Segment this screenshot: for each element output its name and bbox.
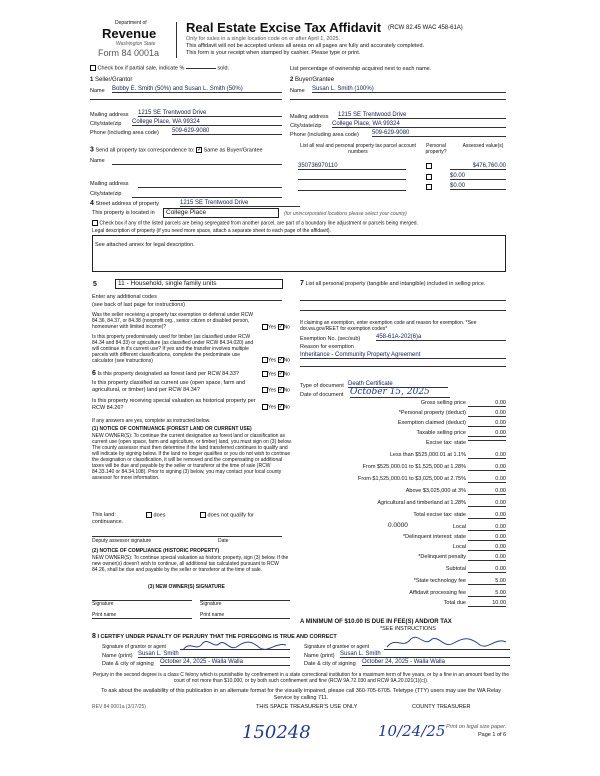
new-owner-print-2[interactable] (200, 618, 290, 619)
answers-intro: If any answers are yes, complete as instructed below. (92, 418, 211, 424)
located-note: (for unincorporated locations please select your county) (284, 211, 407, 217)
calc-label: *Personal property (deduct) (398, 410, 466, 416)
seller-city-label: City/state/zip (90, 121, 122, 127)
print-name-label-1: Print name (92, 612, 117, 618)
notice3-title: (3) NEW OWNER(S) SIGNATURE (148, 584, 225, 590)
calc-value[interactable]: 5.00 (468, 590, 506, 597)
street-address-field[interactable]: 1215 SE Trentwood Drive (180, 200, 300, 207)
calc-value[interactable]: 0.00 (468, 420, 506, 427)
seller-city-field[interactable]: College Place, WA 99324 (132, 119, 282, 126)
calc-label: *State technology fee (413, 578, 466, 584)
parcels-col2: Personal property? (425, 143, 447, 155)
section3-row: 3 Send all property tax correspondence to: ✓ Same as Buyer/Grantee (90, 147, 263, 154)
same-as-buyer-label: Same as Buyer/Grantee (203, 147, 263, 154)
grantor-date-field[interactable]: October 24, 2025 - Walla Walla (160, 659, 290, 666)
partial-sale-pct-field[interactable] (186, 68, 216, 69)
parcel-number-3[interactable] (298, 190, 406, 191)
header-note1: Only for sales in a single location code on or after April 1, 2025. (186, 36, 341, 42)
signature-label-2: Signature (200, 601, 222, 607)
seller-name-field[interactable]: Bobby E. Smith (50%) and Susan L. Smith (50%) (112, 86, 282, 93)
calc-label: Agricultural and timberland at 1.28% (377, 500, 466, 506)
calc-value[interactable]: 0.00 (468, 534, 506, 541)
calc-value[interactable]: 0.00 (468, 524, 506, 531)
forest-yes-no: Yes ✓ No (262, 371, 290, 377)
dept-line1: Department of (115, 20, 147, 26)
legal-label: Legal description of property (if you need more space, attach a separate sheet to each page of the affidavit). (92, 228, 331, 234)
calc-label: Excise tax: state (425, 440, 466, 446)
grantee-date-label: Date & city of signing (304, 661, 356, 667)
header-note2: This affidavit will not be accepted unless all areas on all pages are fully and accurately completed. (186, 43, 425, 49)
calc-value[interactable]: 0.00 (468, 452, 506, 459)
historic-question: Is this property receiving special valuation as historical property per RCW 84.26? (92, 398, 256, 411)
buyer-heading: 2 Buyer/Grantee (290, 77, 335, 83)
does-qualify-checkbox[interactable] (146, 512, 152, 518)
reason-field[interactable]: Inheritance - Community Property Agreement (300, 352, 506, 359)
calc-value[interactable]: 0.00 (468, 566, 506, 573)
segregate-row: Check box if any of the listed parcels are being segregated from another parcel, are part of a boundary line adjustment or parcels being merged. (92, 220, 418, 226)
does-not-row: does not qualify for (200, 512, 254, 519)
section3-city-field[interactable] (132, 197, 282, 198)
perjury-statement: Perjury in the second degree is a class C felony which is punishable by confinement in a state correctional institution for a maximum term of five years, or by a fine in an amount fixed by the court of not more than $10,000, or by both such confinement and fine (RCW 9A.72.030 and RCW 9A.20.021(1)(c)). (92, 672, 510, 684)
calc-label: Affidavit processing fee (409, 590, 466, 596)
section5-number: 5 (93, 281, 97, 288)
buyer-phone-label: Phone (including area code) (290, 132, 359, 138)
print-name-label-2: Print name (200, 612, 225, 618)
calc-label: Above $3,025,000 at 3% (405, 488, 466, 494)
grantee-sig-label: Signature of grantee or agent (304, 644, 370, 650)
grantor-sig-label: Signature of grantor or agent (102, 644, 166, 650)
notice1-title: (1) NOTICE OF CONTINUANCE (FOREST LAND OR CURRENT USE) (92, 426, 252, 432)
exemption-no-field[interactable]: 458-61A-202(6)a (376, 334, 506, 341)
county-treasurer-label: COUNTY TREASURER (412, 704, 471, 710)
calc-value[interactable] (468, 440, 506, 441)
exemption-no-label: Exemption No. (sec/sub) (300, 336, 361, 342)
this-land-label: This land: (92, 512, 116, 518)
seller-addr-label: Mailing address (90, 112, 129, 118)
calc-value[interactable]: 0.00 (468, 544, 506, 551)
personal-property-text: 7 List all personal property (tangible and intangible) included in selling price. (300, 280, 486, 287)
does-row: does (146, 512, 165, 519)
calc-value[interactable]: 0.00 (468, 430, 506, 437)
calc-label: *Delinquent penalty (418, 554, 466, 560)
doc-date-field[interactable]: October 15, 2025 (350, 387, 450, 398)
timber-yes-no: Yes ✓ No (262, 357, 290, 363)
calc-value[interactable]: 0.00 (468, 464, 506, 471)
page-number: Page 1 of 6 (478, 732, 507, 738)
calc-label: From $1,525,000.01 to $3,025,000 at 2.75% (358, 476, 466, 482)
grantee-signature-scribble (384, 634, 510, 652)
additional-codes-note: (see back of last page for instructions) (92, 302, 185, 308)
form-rcw: (RCW 82.45 WAC 458-61A) (388, 25, 463, 31)
handwritten-date: 10/24/25 (378, 722, 446, 740)
section3-city-label: City/state/zip (90, 191, 122, 197)
segregate-checkbox[interactable] (92, 220, 98, 226)
calc-value[interactable]: 0.00 (468, 400, 506, 407)
partial-sale-checkbox[interactable] (90, 65, 96, 71)
same-as-buyer-checkbox[interactable] (196, 147, 202, 153)
calc-value[interactable]: 5.00 (468, 578, 506, 585)
calc-label: Local (452, 544, 466, 550)
calc-value[interactable]: 0.00 (468, 512, 506, 519)
see-instructions: *SEE INSTRUCTIONS (380, 626, 436, 632)
legal-paper-note: Print on legal size paper. (446, 724, 507, 730)
current-use-question: Is this property classified as current use (open space, farm and agricultural, or timber) land per RCW 84.34? (92, 380, 246, 393)
calc-label: Total due (443, 600, 466, 606)
reason-line2[interactable] (300, 366, 506, 367)
partial-sale-label: Check box if partial sale, indicate % (97, 65, 185, 72)
additional-codes-label: Enter any additional codes (92, 294, 157, 300)
section3-name-label: Name (90, 158, 105, 164)
new-owner-print-1[interactable] (92, 618, 192, 619)
buyer-name-line2 (290, 99, 506, 100)
buyer-addr-field[interactable]: 1215 SE Trentwood Drive (338, 112, 506, 119)
doc-date-label: Date of document (300, 392, 344, 398)
deputy-signature-line[interactable] (92, 536, 282, 537)
grantee-name-field[interactable]: Susan L. Smith (340, 651, 510, 658)
form-title: Real Estate Excise Tax Affidavit (186, 20, 382, 35)
personal-property-checkbox-3[interactable] (426, 184, 432, 190)
personal-property-line2[interactable] (300, 310, 506, 311)
exemption-question: Was the seller receiving a property tax exemption or deferral under RCW 84.36, 84.37, or 84.38 (nonprofit org., senior citizen or disabled person, homeowner with limited income)? (92, 312, 253, 330)
calc-label: *Delinquent interest: state (403, 534, 466, 540)
handwritten-number: 150248 (242, 722, 311, 743)
calc-label: From $525,000.01 to $1,525,000 at 1.28% (362, 464, 466, 470)
grantor-name-label: Name (print) (102, 653, 133, 659)
personal-property-checkbox-1[interactable] (426, 163, 432, 169)
header-divider (176, 22, 177, 58)
section3-addr-field[interactable] (138, 187, 282, 188)
legal-description-field[interactable]: See attached annex for legal description. (92, 235, 506, 272)
calc-label: Gross selling price (420, 400, 466, 406)
personal-property-checkbox-2[interactable] (426, 174, 432, 180)
calc-label: Total excise tax: state (413, 512, 466, 518)
calc-value[interactable]: 0.00 (468, 488, 506, 495)
calc-label: Local (452, 524, 466, 530)
calc-label: Taxable selling price (416, 430, 466, 436)
grantor-date-label: Date & city of signing (102, 661, 154, 667)
calc-value[interactable]: 10.00 (468, 600, 506, 607)
seller-name-label: Name (90, 88, 105, 94)
minimum-fee-note: A MINIMUM OF $10.00 IS DUE IN FEE(S) AND/OR TAX (300, 619, 452, 625)
treasurer-use-label: THIS SPACE TREASURER'S USE ONLY (256, 704, 358, 710)
partial-sale-row (90, 65, 229, 72)
certify-text: 8 I CERTIFY UNDER PENALTY OF PERJURY THAT THE FOREGOING IS TRUE AND CORRECT (92, 633, 337, 640)
notice2-text: NEW OWNER(S): To continue special valuation as historic property, sign (3) below. If the new owner(s) doesn't wish to continue, all additional tax calculated pursuant to RCW 84.26, shall be due and payable by the seller or transferor at the time of sale. (92, 555, 289, 573)
calc-value[interactable]: 0.00 (468, 410, 506, 417)
street-row: 4 Street address of property (90, 200, 160, 207)
buyer-name-label: Name (290, 88, 305, 94)
buyer-addr-label: Mailing address (290, 114, 329, 120)
continuance-label: continuance. (92, 519, 124, 525)
seller-heading: 1 Seller/Grantor (90, 77, 133, 83)
ownership-pct-note: List percentage of ownership acquired next to each name. (290, 66, 432, 72)
additional-codes-field[interactable] (170, 300, 282, 301)
calc-value[interactable]: 0.00 (468, 476, 506, 483)
buyer-city-field[interactable]: College Place, WA 99324 (332, 121, 506, 128)
grantee-date-field[interactable]: October 24, 2025 - Walla Walla (362, 659, 510, 666)
assessed-value-2[interactable]: $0.00 (450, 173, 506, 180)
buyer-phone-field[interactable]: 509-629-9080 (372, 130, 506, 137)
local-rate: 0.0000 (388, 522, 408, 529)
calc-value[interactable]: 0.00 (468, 554, 506, 561)
historic-yes-no: Yes ✓ No (262, 404, 290, 410)
calc-label: Exemption claimed (deduct) (397, 420, 466, 426)
revision-label: REV 84 0001a (3/17/25) (92, 704, 146, 710)
exempt-instructions: If claiming an exemption, enter exemption code and reason for exemption. *See dor.wa.gov/REET for exemption codes* (300, 320, 477, 332)
calc-value[interactable]: 0.00 (468, 500, 506, 507)
parcel-number-2[interactable] (298, 179, 406, 180)
calc-label: Subtotal (445, 566, 466, 572)
notice2-title: (2) NOTICE OF COMPLIANCE (HISTORIC PROPERTY) (92, 548, 220, 554)
section3-addr-label: Mailing address (90, 181, 129, 187)
located-select[interactable]: College Place (163, 208, 279, 218)
form-number: Form 84 0001a (98, 48, 160, 58)
timber-question: Is this property predominately used for timber (as classified under RCW 84.34 and 84.33) or agriculture (as classified under RCW 84.34.020) and will continue in it's current use? If yes and the transfer involves multiple parcels with different classifications, complete the predominate use calculator (see instructions) (92, 334, 254, 364)
buyer-city-label: City/state/zip (290, 123, 322, 129)
calc-label: Less than $525,000.01 at 1.1% (389, 452, 466, 458)
current-use-yes-no: Yes ✓ No (262, 387, 290, 393)
deputy-signature-label: Deputy assessor signature (92, 538, 152, 544)
reason-label: Reason for exemption (300, 344, 354, 350)
section3-name-field[interactable] (112, 164, 282, 165)
grantee-name-label: Name (print) (304, 653, 335, 659)
assessed-value-3[interactable]: $0.00 (450, 183, 506, 190)
alt-format-note: To ask about the availability of this publication in an alternate format for the visually impaired, please call 360-705-6705. Teletype (TTY) users may use the WA Relay Service by calling 711. (101, 688, 501, 701)
does-not-qualify-checkbox[interactable] (200, 512, 206, 518)
partial-sale-sold: sold. (217, 65, 230, 72)
dept-logo: Revenue (102, 26, 157, 41)
located-label: This property is located in (92, 210, 155, 216)
seller-phone-label: Phone (including area code) (90, 130, 159, 136)
parcels-col3: Assessed value(s) (462, 143, 504, 149)
seller-phone-field[interactable]: 509-629-9080 (172, 128, 282, 135)
land-use-code-select[interactable]: 11 - Household, single family units (115, 279, 283, 289)
doc-type-label: Type of document (300, 383, 344, 389)
parcel-number-1[interactable]: 350736970110 (298, 163, 406, 170)
exemption-yes-no: Yes ✓ No (262, 324, 290, 330)
signature-label-1: Signature (92, 601, 114, 607)
seller-addr-field[interactable]: 1215 SE Trentwood Drive (138, 110, 282, 117)
doc-type-field[interactable]: Death Certificate (348, 381, 448, 388)
dept-line3: Washington State (116, 41, 156, 47)
forest-question: 6 Is this property designated as forest land per RCW 84.33? (92, 370, 239, 377)
seller-name-line2 (90, 99, 282, 100)
assessed-value-1[interactable]: $476,760.00 (450, 163, 506, 170)
buyer-name-field[interactable]: Susan L. Smith (100%) (312, 86, 506, 93)
grantor-name-field[interactable]: Susan L. Smith (138, 651, 290, 658)
personal-property-line1[interactable] (300, 300, 506, 301)
parcels-col1: List all real and personal property tax parcel account numbers (300, 143, 416, 155)
notice1-text: NEW OWNER(S): To continue the current designation as forest land or classification as current use (open space, farm and agriculture, or timber) land, you must sign on (3) below. The county assessor must then determine if the land transferred continues to qualify and will indicate by signing below. If the land no longer qualifies or you do not wish to continue the designation or classification, it will be removed and the compensating or additional taxes will be due and payable by the seller or transferor at the time of sale (RCW 84.33.140 or 84.34.108). Prior to signing (3) below, you may contact your local county assessor for more information. (92, 433, 292, 481)
deputy-date-label: Date (218, 538, 229, 544)
header-note3: This form is your receipt when stamped by cashier. Please type or print. (186, 50, 361, 56)
